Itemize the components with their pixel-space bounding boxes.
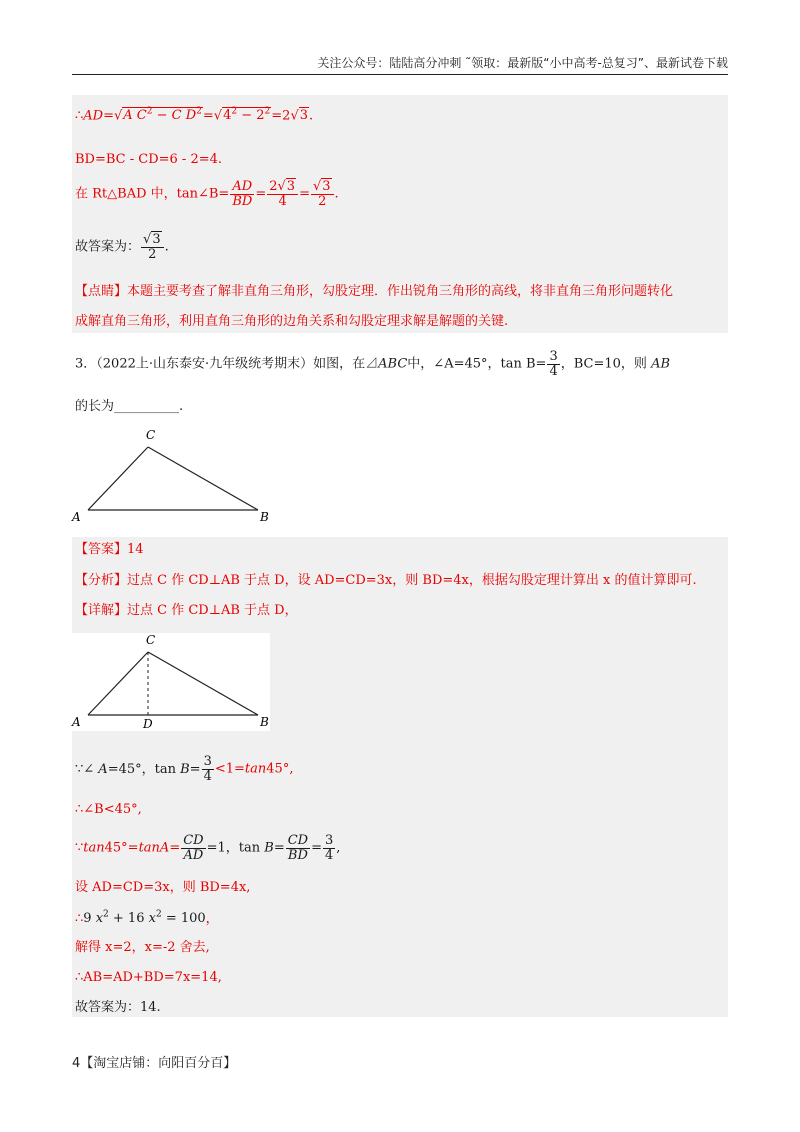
step-6: 解得 x=2，x=-2 舍去, bbox=[75, 940, 210, 955]
side-ac bbox=[88, 447, 148, 510]
comment-line-1: 【点睛】本题主要考查了解非直角三角形，勾股定理．作出锐角三角形的高线，将非直角三角形问题转化 bbox=[75, 284, 674, 299]
page-header: 关注公众号：陆陆高分冲刺 ˜领取：最新版“小中高考-总复习”、最新试卷下载 bbox=[72, 52, 728, 75]
label-b: B bbox=[260, 715, 269, 729]
comment-line-2: 成解直角三角形，利用直角三角形的边角关系和勾股定理求解是解题的关键. bbox=[75, 314, 509, 329]
question-3-line-2: 的长为__________. bbox=[75, 399, 184, 414]
tan-b-step: 在 Rt△BAD 中，tan∠B= $\frac{AD}{BD}$ = $\frac{2√3}{4}$ = $\frac{√3}{2}$ . bbox=[75, 179, 339, 209]
label-a: A bbox=[72, 510, 81, 524]
bd-step: BD=BC - CD=6 - 2=4. bbox=[75, 152, 223, 167]
step-5: ∴9 $x^2 + 16$ $x^2 = 100$， bbox=[75, 910, 219, 927]
page-footer: 4【淘宝店铺：向阳百分百】 bbox=[72, 1056, 237, 1071]
final-answer: 故答案为：14. bbox=[75, 1000, 161, 1015]
side-ac bbox=[88, 652, 148, 715]
detail-line: 【详解】过点 C 作 CD⊥AB 于点 D， bbox=[75, 603, 298, 618]
step-3: ∵tan45°=tanA= $\frac{CD}{AD}$ =1，tan B= $\frac{CD}{BD}$ = $\frac{3}{4}$ , bbox=[75, 833, 341, 863]
label-d: D bbox=[143, 717, 153, 730]
answer-blank[interactable]: __________ bbox=[114, 399, 180, 414]
ad-formula: ∴AD=√A $C^2 - C$ $D^2=√4^2 - 2^2=2√3$. bbox=[75, 107, 314, 124]
step-7: ∴AB=AD+BD=7x=14, bbox=[75, 970, 222, 985]
label-c: C bbox=[146, 428, 156, 442]
triangle-diagram bbox=[70, 425, 280, 525]
step-4: 设 AD=CD=3x，则 BD=4x, bbox=[75, 880, 251, 895]
side-cb bbox=[148, 652, 258, 715]
triangle-altitude-diagram bbox=[70, 630, 280, 730]
step-1: ∵∠ A=45°，tan B= $\frac{3}{4}$ <1=tan45°, bbox=[75, 754, 294, 784]
analysis-line: 【分析】过点 C 作 CD⊥AB 于点 D，设 AD=CD=3x，则 BD=4x，根据勾股定理计算出 x 的值计算即可. bbox=[75, 573, 697, 588]
answer-line: 【答案】14 bbox=[75, 542, 144, 557]
side-cb bbox=[148, 447, 258, 510]
question-3: 3．（2022上·山东泰安·九年级统考期末）如图，在⊿ABC中，∠A=45°，tan B= $\frac{3}{4}$ ，BC=10，则 AB bbox=[75, 349, 671, 379]
label-c: C bbox=[146, 633, 156, 647]
label-b: B bbox=[260, 510, 269, 524]
step-2: ∴∠B<45°, bbox=[75, 802, 142, 817]
previous-answer: 故答案为： $\frac{√3}{2}$ . bbox=[75, 232, 169, 262]
label-a: A bbox=[72, 715, 81, 729]
